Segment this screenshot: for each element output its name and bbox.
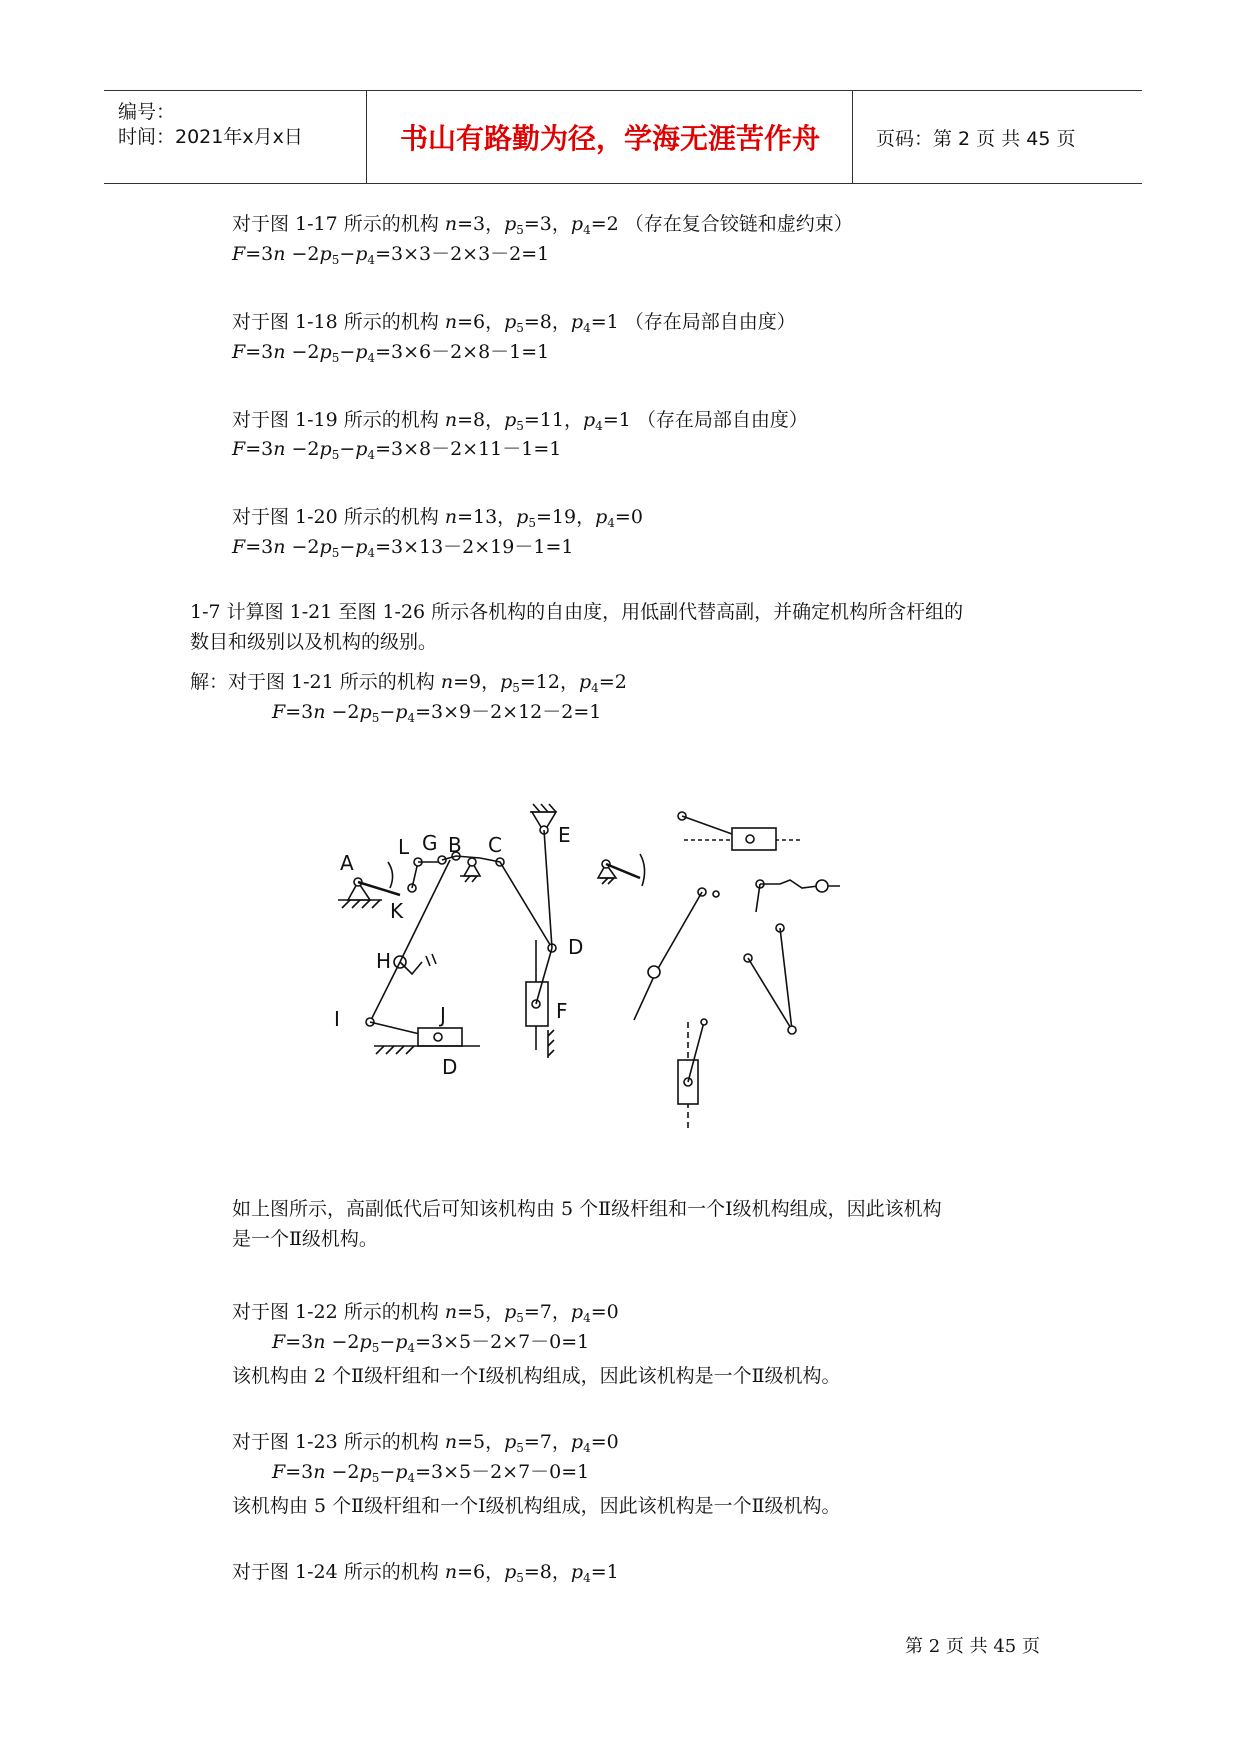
var-p: p [355,243,368,265]
var-F: F [232,536,246,558]
value-p5: =8， [523,1561,571,1583]
value-n: =3， [457,213,505,235]
line-prefix: 对于图 1-20 所示的机构 [232,506,445,528]
var-n: n [273,341,286,363]
dof-formula [272,1330,589,1360]
var-n: n [273,243,286,265]
value-p4: =1 [590,1561,619,1583]
dof-formula [232,242,549,272]
eq-3: =3 [285,701,314,723]
var-F: F [272,1331,286,1353]
label-G: G [422,831,438,855]
eq-3: =3 [285,1461,314,1483]
var-p5: p [504,213,517,235]
line-prefix: 对于图 1-23 所示的机构 [232,1431,445,1453]
var-n: n [444,1431,458,1453]
sub-5: 5 [516,223,524,237]
eq-3: =3 [245,438,274,460]
parameter-line [232,1300,619,1330]
page-header [104,90,1142,184]
formula-result: =3×8－2×11－1=1 [375,438,562,460]
var-p5: p [504,409,517,431]
var-n: n [444,1561,458,1583]
sub-5: 5 [516,1441,524,1455]
parameter-line [232,1560,619,1590]
conclusion-1-line-1: 如上图所示，高副低代后可知该机构由 5 个Ⅱ级杆组和一个Ⅰ级机构组成，因此该机构 [232,1198,942,1220]
var-n: n [273,438,286,460]
formula-result: =3×5－2×7－0=1 [415,1461,590,1483]
var-p: p [355,536,368,558]
problem-line-2: 数目和级别以及机构的级别。 [190,631,438,653]
line-prefix: 对于图 1-19 所示的机构 [232,409,445,431]
minus: − [339,341,356,363]
sub-4: 4 [407,711,416,725]
parameter-line [190,670,627,700]
var-n: n [444,506,458,528]
line-prefix: 解：对于图 1-21 所示的机构 [190,671,441,693]
var-p: p [319,536,332,558]
var-p4: p [595,506,608,528]
var-n: n [313,701,326,723]
label-K: K [390,899,404,923]
value-p4: =2 [598,671,627,693]
var-n: n [444,409,458,431]
var-n: n [444,311,458,333]
var-F: F [272,1461,286,1483]
value-p4: =0 [590,1301,619,1323]
label-F: F [556,999,568,1023]
var-p5: p [504,1301,517,1323]
var-p4: p [570,311,584,333]
sub-4: 4 [367,546,376,560]
page-footer: 第 2 页 共 45 页 [905,1636,1040,1657]
var-p4: p [570,213,584,235]
label-H: H [376,949,392,973]
value-p5: =12， [519,671,579,693]
var-p: p [359,1331,372,1353]
value-p4: =2 （存在复合铰链和虚约束） [590,213,853,235]
sub-4: 4 [367,253,376,267]
var-p: p [319,438,332,460]
value-p5: =8， [523,311,571,333]
dof-formula [232,535,573,565]
var-p5: p [504,1561,517,1583]
conclusion-3: 该机构由 5 个Ⅱ级杆组和一个Ⅰ级机构组成，因此该机构是一个Ⅱ级机构。 [232,1495,841,1517]
parameter-line [232,212,853,242]
header-info-cell [104,91,367,183]
value-n: =6， [457,1561,505,1583]
var-p5: p [504,311,517,333]
parameter-line [232,1430,619,1460]
minus: − [379,1331,396,1353]
label-B: B [448,833,462,857]
var-p4: p [583,409,596,431]
label-E: E [558,823,571,847]
sub-4: 4 [583,321,591,335]
label-D-lower: D [442,1055,458,1079]
header-page-label: 页码：第 2 页 共 45 页 [876,127,1076,150]
formula-result: =3×13－2×19－1=1 [375,536,574,558]
value-n: =6， [457,311,505,333]
var-n: n [444,1301,458,1323]
parameter-line [232,310,796,340]
value-n: =9， [453,671,501,693]
conclusion-2: 该机构由 2 个Ⅱ级杆组和一个Ⅰ级机构组成，因此该机构是一个Ⅱ级机构。 [232,1365,841,1387]
dof-formula [232,437,561,467]
header-motto: 书山有路勤为径，学海无涯苦作舟 [368,91,853,183]
sub-4: 4 [583,1311,591,1325]
var-p5: p [516,506,529,528]
value-p4: =1 （存在局部自由度） [590,311,796,333]
value-n: =8， [457,409,505,431]
var-p5: p [500,671,513,693]
var-p: p [395,1461,408,1483]
minus-2: −2 [325,1331,360,1353]
var-n: n [313,1331,326,1353]
sub-5: 5 [331,253,340,267]
value-p5: =7， [523,1431,571,1453]
eq-3: =3 [285,1331,314,1353]
value-n: =5， [457,1301,505,1323]
value-n: =5， [457,1431,505,1453]
value-p5: =11， [523,409,583,431]
line-prefix: 对于图 1-17 所示的机构 [232,213,445,235]
minus: − [339,536,356,558]
minus-2: −2 [325,701,360,723]
var-p: p [319,341,332,363]
line-prefix: 对于图 1-22 所示的机构 [232,1301,445,1323]
var-p5: p [504,1431,517,1453]
label-D-upper: D [568,935,584,959]
formula-result: =3×6－2×8－1=1 [375,341,550,363]
var-F: F [232,438,246,460]
dof-formula [232,340,549,370]
var-p: p [355,438,368,460]
var-p: p [395,1331,408,1353]
value-p4: =0 [590,1431,619,1453]
label-C: C [488,833,502,857]
var-p: p [359,701,372,723]
var-p4: p [579,671,592,693]
minus-2: −2 [285,341,320,363]
minus-2: −2 [325,1461,360,1483]
value-n: =13， [457,506,517,528]
sub-4: 4 [407,1341,416,1355]
eq-3: =3 [245,341,274,363]
sub-5: 5 [516,1311,524,1325]
formula-result: =3×9－2×12－2=1 [415,701,602,723]
var-p: p [359,1461,372,1483]
sub-4: 4 [367,448,376,462]
sub-4: 4 [407,1471,416,1485]
line-prefix: 对于图 1-24 所示的机构 [232,1561,445,1583]
formula-result: =3×5－2×7－0=1 [415,1331,590,1353]
parameter-line [232,505,643,535]
sub-4: 4 [591,681,599,695]
sub-5: 5 [371,1471,380,1485]
sub-4: 4 [583,223,591,237]
label-A: A [340,851,354,875]
var-F: F [232,341,246,363]
sub-5: 5 [516,321,524,335]
var-F: F [272,701,286,723]
parameter-line [232,408,808,438]
var-n: n [444,213,458,235]
sub-5: 5 [331,351,340,365]
time-label: 时间：2021年x月x日 [118,126,303,148]
minus: − [379,701,396,723]
sub-4: 4 [367,351,376,365]
minus-2: −2 [285,438,320,460]
problem-line-1: 1-7 计算图 1-21 至图 1-26 所示各机构的自由度，用低副代替高副，并确定机构所含杆组的 [190,601,964,623]
value-p5: =3， [523,213,571,235]
sub-5: 5 [512,681,520,695]
dof-formula [272,700,601,730]
sub-5: 5 [331,546,340,560]
var-p: p [319,243,332,265]
sub-5: 5 [331,448,340,462]
value-p4: =1 （存在局部自由度） [602,409,808,431]
var-F: F [232,243,246,265]
line-prefix: 对于图 1-18 所示的机构 [232,311,445,333]
var-n: n [313,1461,326,1483]
eq-3: =3 [245,243,274,265]
minus: − [339,243,356,265]
sub-4: 4 [583,1441,591,1455]
var-p: p [355,341,368,363]
var-n: n [273,536,286,558]
sub-4: 4 [583,1571,591,1585]
formula-result: =3×3－2×3－2=1 [375,243,550,265]
sub-5: 5 [528,516,536,530]
var-p4: p [570,1301,584,1323]
value-p5: =7， [523,1301,571,1323]
var-n: n [440,671,454,693]
sub-5: 5 [371,711,380,725]
minus: − [379,1461,396,1483]
sub-5: 5 [516,419,524,433]
label-J: J [440,1003,446,1027]
mechanism-figure [330,790,930,1170]
conclusion-1-line-2: 是一个Ⅱ级机构。 [232,1228,378,1250]
label-L: L [398,835,410,859]
dof-formula [272,1460,589,1490]
sub-4: 4 [595,419,603,433]
sub-4: 4 [607,516,615,530]
var-p4: p [570,1431,584,1453]
var-p: p [395,701,408,723]
eq-3: =3 [245,536,274,558]
sub-5: 5 [516,1571,524,1585]
serial-label: 编号： [118,101,176,123]
minus-2: −2 [285,536,320,558]
label-I: I [334,1007,340,1031]
value-p4: =0 [614,506,643,528]
minus-2: −2 [285,243,320,265]
value-p5: =19， [535,506,596,528]
sub-5: 5 [371,1341,380,1355]
var-p4: p [570,1561,584,1583]
minus: − [339,438,356,460]
